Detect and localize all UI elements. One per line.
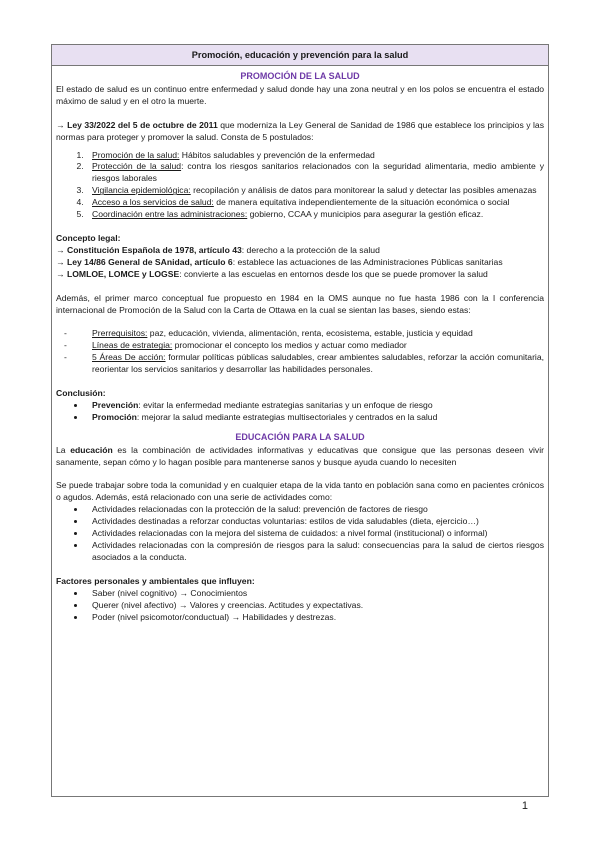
intro-paragraph: El estado de salud es un continuo entre enfermedad y salud donde hay una zona neutral y en los polos se encuentra el estado máximo de salud y en el otro la muerte. [56, 83, 544, 106]
list-item: - 5 Áreas De acción: formular políticas públicas saludables, crear ambientes saludables, reforzar la acción comunitaria, reorientar los servicios sanitarios y desarrollar las habilidades personales. [86, 352, 544, 376]
postulados-list [56, 150, 544, 221]
list-item: • Actividades relacionadas con la protección de la salud: prevención de factores de riesgo [86, 504, 544, 516]
factores-list [56, 588, 544, 624]
actividades-list [56, 504, 544, 564]
legal-item: → LOMLOE, LOMCE y LOGSE: convierte a las escuelas en entornos desde los que se puede promover la salud [56, 268, 488, 279]
list-item: • Actividades destinadas a reforzar conductas voluntarias: estilos de vida saludables (dieta, ejercicio…) [86, 516, 544, 528]
education-definition: La educación es la combinación de actividades informativas y educativas que consigue que las personas deseen vivir sanamente, sepan cómo y lo hagan posible para mantenerse sanos y busque ayuda cuando lo necesiten [56, 444, 544, 467]
header-title: Promoción, educación y prevención para la salud [52, 45, 548, 66]
document-content [52, 66, 548, 623]
ottawa-paragraph: Además, el primer marco conceptual fue propuesto en 1984 en la OMS aunque no fue hasta 1986 con la I conferencia internacional de Promoción de la Salud con la Carta de Ottawa en la cual se sientan las bases, siendo estas: [56, 292, 544, 315]
page-number: 1 [521, 800, 528, 812]
factores-title: Factores personales y ambientales que influyen: [56, 575, 255, 586]
list-item: • Actividades relacionadas con la compresión de riesgos para la salud: consecuencias para la salud de ciertos riesgos asociados a la conducta. [86, 540, 544, 564]
list-item: - Prerrequisitos: paz, educación, vivienda, alimentación, renta, ecosistema, estable, justicia y equidad [86, 328, 544, 340]
document-frame [51, 44, 549, 797]
section-title-promocion: PROMOCIÓN DE LA SALUD [240, 71, 360, 81]
list-item: • Prevención: evitar la enfermedad mediante estrategias sanitarias y un enfoque de riesgo [86, 400, 544, 412]
bases-list [56, 328, 544, 376]
conclusion-list [56, 400, 544, 424]
law-rest: que moderniza la Ley General de Sanidad de 1986 que establece los principios y las normas para proteger y promover la salud. Consta de 5 postulados: [56, 119, 544, 142]
list-item: 1. Promoción de la salud: Hábitos saludables y prevención de la enfermedad [86, 150, 544, 162]
list-item: 5. Coordinación entre las administraciones: gobierno, CCAA y municipios para asegurar la gestión eficaz. [86, 209, 544, 221]
section-title-educacion: EDUCACIÓN PARA LA SALUD [235, 431, 365, 442]
list-item: • Saber (nivel cognitivo) → Conocimientos [86, 588, 544, 600]
law-bold: → Ley 33/2022 del 5 de octubre de 2011 [56, 119, 218, 130]
list-item: 3. Vigilancia epidemiológica: recopilación y análisis de datos para monitorear la salud y detectar las posibles amenazas [86, 185, 544, 197]
legal-title: Concepto legal: [56, 232, 121, 243]
list-item: - Líneas de estrategia: promocionar el concepto los medios y actuar como mediador [86, 340, 544, 352]
list-item: • Querer (nivel afectivo) → Valores y creencias. Actitudes y expectativas. [86, 600, 544, 612]
list-item: • Actividades relacionadas con la mejora del sistema de cuidados: a nivel formal (institucional) o informal) [86, 528, 544, 540]
list-item: 4. Acceso a los servicios de salud: de manera equitativa independientemente de la situación económica o social [86, 197, 544, 209]
list-item: • Poder (nivel psicomotor/conductual) → Habilidades y destrezas. [86, 612, 544, 624]
list-item: 2. Protección de la salud: contra los riesgos sanitarios relacionados con la seguridad alimentaria, medio ambiente y riesgos laborales [86, 161, 544, 185]
trabajo-paragraph: Se puede trabajar sobre toda la comunidad y en cualquier etapa de la vida tanto en población sana como en pacientes crónicos o agudos. Además, está relacionado con una serie de actividades como: [56, 480, 544, 503]
list-item: • Promoción: mejorar la salud mediante estrategias multisectoriales y centrados en la salud [86, 412, 544, 424]
law-paragraph [56, 120, 544, 144]
legal-item: → Constitución Española de 1978, artículo 43: derecho a la protección de la salud [56, 244, 380, 255]
legal-item: → Ley 14/86 General de SAnidad, artículo 6: establece las actuaciones de las Administraciones Públicas sanitarias [56, 256, 503, 267]
conclusion-title: Conclusión: [56, 388, 106, 399]
